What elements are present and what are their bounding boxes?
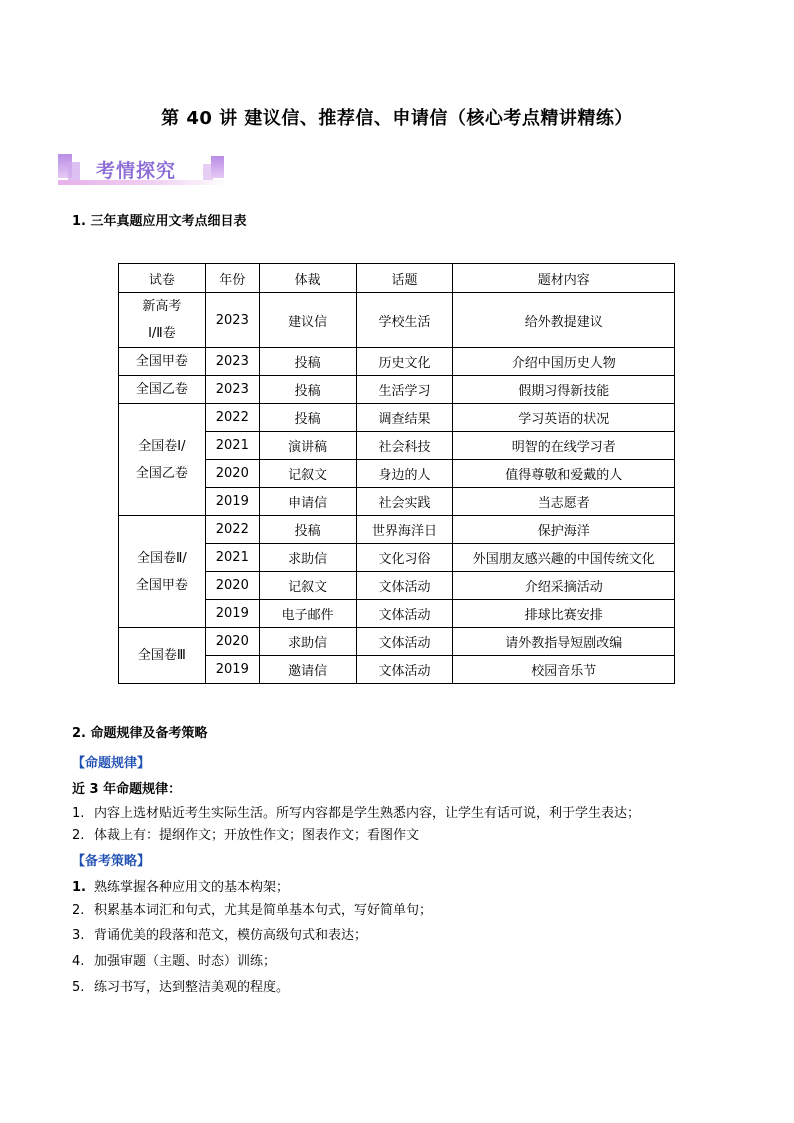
genre-cell: 求助信 bbox=[259, 628, 356, 656]
strategy-item bbox=[72, 976, 289, 995]
genre-cell: 电子邮件 bbox=[259, 600, 356, 628]
rules-item bbox=[72, 802, 640, 821]
year-cell: 2023 bbox=[205, 348, 259, 376]
genre-cell: 记叙文 bbox=[259, 460, 356, 488]
content-cell: 当志愿者 bbox=[453, 488, 675, 516]
table-row bbox=[119, 404, 675, 432]
year-cell: 2019 bbox=[205, 488, 259, 516]
content-cell: 值得尊敬和爱戴的人 bbox=[453, 460, 675, 488]
strategy-item bbox=[72, 924, 367, 943]
topic-cell: 文体活动 bbox=[356, 628, 453, 656]
paper-cell: 全国卷Ⅲ bbox=[119, 628, 206, 684]
topic-cell: 世界海洋日 bbox=[356, 516, 453, 544]
table-header-cell: 试卷 bbox=[119, 264, 206, 293]
section1-heading: 1. 三年真题应用文考点细目表 bbox=[72, 214, 247, 229]
topic-cell: 社会科技 bbox=[356, 432, 453, 460]
content-cell: 排球比赛安排 bbox=[453, 600, 675, 628]
topic-cell: 生活学习 bbox=[356, 376, 453, 404]
banner-title: 考情探究 bbox=[96, 160, 177, 182]
strategy-item-number: 4. bbox=[72, 954, 85, 969]
paper-cell: 全国卷Ⅱ/ 全国甲卷 bbox=[119, 516, 206, 628]
strategy-item-number: 3. bbox=[72, 928, 85, 943]
paper-cell: 全国乙卷 bbox=[119, 376, 206, 404]
year-cell: 2022 bbox=[205, 516, 259, 544]
genre-cell: 投稿 bbox=[259, 348, 356, 376]
rules-item-number: 1. bbox=[72, 806, 85, 821]
content-cell: 外国朋友感兴趣的中国传统文化 bbox=[453, 544, 675, 572]
content-cell: 假期习得新技能 bbox=[453, 376, 675, 404]
table-row bbox=[119, 348, 675, 376]
rules-label: 【命题规律】 bbox=[72, 756, 151, 771]
strategy-item bbox=[72, 876, 289, 895]
strategy-item-number: 2. bbox=[72, 903, 85, 918]
year-cell: 2020 bbox=[205, 460, 259, 488]
rules-item bbox=[72, 824, 419, 843]
year-cell: 2020 bbox=[205, 628, 259, 656]
strategy-item bbox=[72, 950, 276, 969]
strategy-label: 【备考策略】 bbox=[72, 854, 151, 869]
genre-cell: 投稿 bbox=[259, 376, 356, 404]
table-header-cell: 话题 bbox=[356, 264, 453, 293]
topic-cell: 文化习俗 bbox=[356, 544, 453, 572]
table-header-row bbox=[119, 264, 675, 293]
year-cell: 2021 bbox=[205, 544, 259, 572]
genre-cell: 邀请信 bbox=[259, 656, 356, 684]
table-header-cell: 年份 bbox=[205, 264, 259, 293]
topic-cell: 调查结果 bbox=[356, 404, 453, 432]
topic-cell: 文体活动 bbox=[356, 600, 453, 628]
paper-cell: 全国卷Ⅰ/ 全国乙卷 bbox=[119, 404, 206, 516]
rules-item-text: 体裁上有：提纲作文；开放性作文；图表作文；看图作文 bbox=[94, 828, 420, 843]
topic-cell: 历史文化 bbox=[356, 348, 453, 376]
content-cell: 介绍中国历史人物 bbox=[453, 348, 675, 376]
table-row bbox=[119, 376, 675, 404]
topic-cell: 文体活动 bbox=[356, 656, 453, 684]
genre-cell: 投稿 bbox=[259, 516, 356, 544]
topic-cell: 学校生活 bbox=[356, 293, 453, 348]
table-row bbox=[119, 628, 675, 656]
rules-item-text: 内容上选材贴近考生实际生活。所写内容都是学生熟悉内容，让学生有话可说，利于学生表达； bbox=[94, 806, 641, 821]
genre-cell: 投稿 bbox=[259, 404, 356, 432]
content-cell: 保护海洋 bbox=[453, 516, 675, 544]
strategy-item-text: 熟练掌握各种应用文的基本构架； bbox=[94, 880, 290, 895]
rules-item-number: 2. bbox=[72, 828, 85, 843]
table-header-cell: 题材内容 bbox=[453, 264, 675, 293]
banner-decoration-left-small bbox=[68, 162, 80, 180]
genre-cell: 求助信 bbox=[259, 544, 356, 572]
strategy-item-text: 积累基本词汇和句式，尤其是简单基本句式，写好简单句； bbox=[94, 903, 433, 918]
year-cell: 2020 bbox=[205, 572, 259, 600]
genre-cell: 演讲稿 bbox=[259, 432, 356, 460]
content-cell: 介绍采摘活动 bbox=[453, 572, 675, 600]
topic-cell: 社会实践 bbox=[356, 488, 453, 516]
paper-cell: 全国甲卷 bbox=[119, 348, 206, 376]
content-cell: 请外教指导短剧改编 bbox=[453, 628, 675, 656]
year-cell: 2019 bbox=[205, 600, 259, 628]
year-cell: 2023 bbox=[205, 293, 259, 348]
genre-cell: 申请信 bbox=[259, 488, 356, 516]
year-cell: 2023 bbox=[205, 376, 259, 404]
section2-heading: 2. 命题规律及备考策略 bbox=[72, 726, 208, 741]
content-cell: 学习英语的状况 bbox=[453, 404, 675, 432]
strategy-item-number: 1. bbox=[72, 880, 86, 895]
section-banner bbox=[58, 152, 228, 186]
strategy-item-text: 练习书写，达到整洁美观的程度。 bbox=[94, 980, 290, 995]
exam-table bbox=[118, 263, 675, 684]
rules-intro: 近 3 年命题规律： bbox=[72, 782, 182, 797]
page-title: 第 40 讲 建议信、推荐信、申请信（核心考点精讲精练） bbox=[161, 108, 633, 129]
year-cell: 2021 bbox=[205, 432, 259, 460]
table-row bbox=[119, 516, 675, 544]
strategy-item-text: 背诵优美的段落和范文，模仿高级句式和表达； bbox=[94, 928, 368, 943]
content-cell: 明智的在线学习者 bbox=[453, 432, 675, 460]
strategy-item-number: 5. bbox=[72, 980, 85, 995]
year-cell: 2022 bbox=[205, 404, 259, 432]
topic-cell: 文体活动 bbox=[356, 572, 453, 600]
table-header-cell: 体裁 bbox=[259, 264, 356, 293]
strategy-item bbox=[72, 899, 432, 918]
content-cell: 校园音乐节 bbox=[453, 656, 675, 684]
genre-cell: 建议信 bbox=[259, 293, 356, 348]
content-cell: 给外教提建议 bbox=[453, 293, 675, 348]
genre-cell: 记叙文 bbox=[259, 572, 356, 600]
table-row bbox=[119, 293, 675, 348]
year-cell: 2019 bbox=[205, 656, 259, 684]
paper-cell: 新高考 Ⅰ/Ⅱ卷 bbox=[119, 293, 206, 348]
banner-decoration-right bbox=[211, 156, 224, 178]
topic-cell: 身边的人 bbox=[356, 460, 453, 488]
strategy-item-text: 加强审题（主题、时态）训练； bbox=[94, 954, 277, 969]
